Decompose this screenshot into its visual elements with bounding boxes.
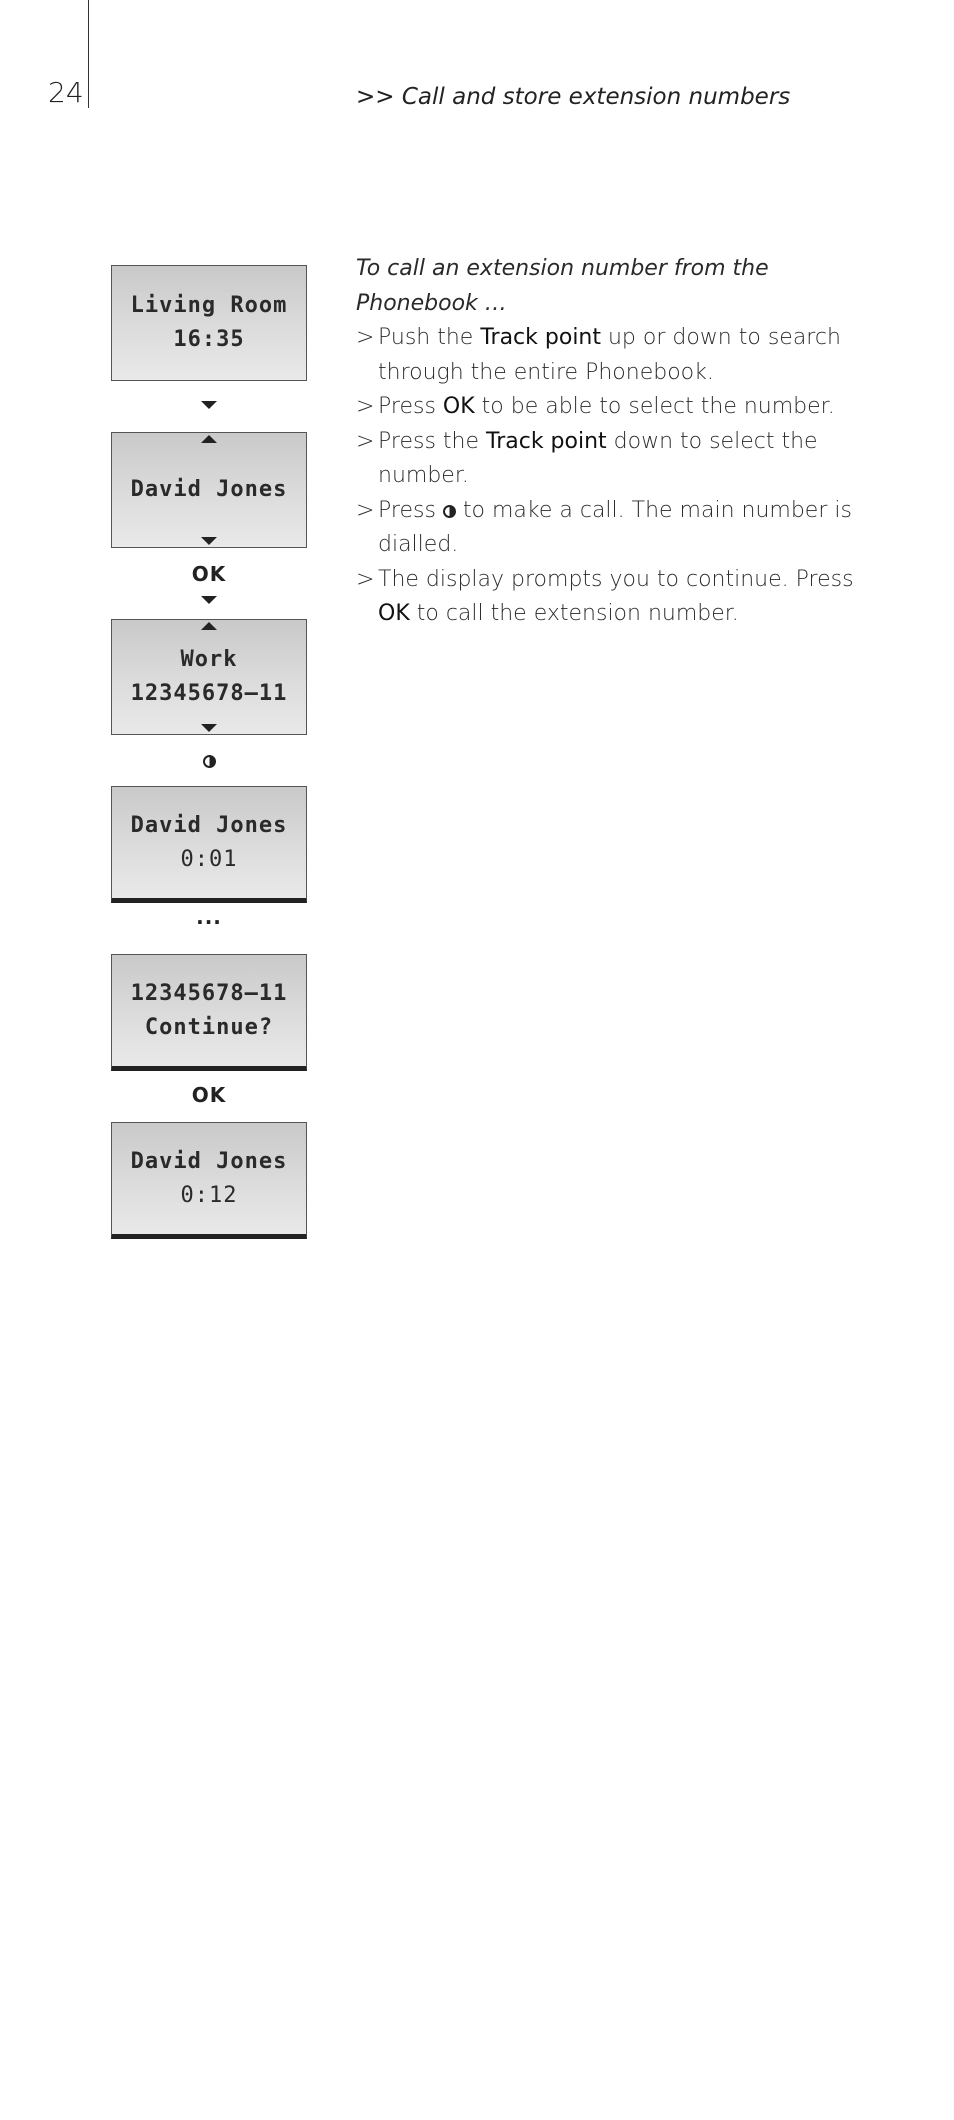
down-triangle-icon	[201, 401, 217, 409]
instructions-intro: To call an extension number from the Phonebook …	[356, 256, 769, 316]
call-connector	[111, 748, 307, 772]
instructions	[356, 252, 876, 632]
step-text: Press the	[378, 428, 486, 454]
display-line: 16:35	[173, 327, 245, 352]
keyword: OK	[378, 601, 410, 626]
display-extension-call	[111, 1122, 307, 1239]
up-triangle-icon	[201, 622, 217, 630]
step-text: Press	[378, 497, 443, 523]
steps-list	[356, 321, 876, 632]
step-item	[356, 425, 876, 494]
ok-connector: OK	[191, 1083, 227, 1107]
display-line: 12345678–11	[130, 681, 288, 706]
display-line: 0:01	[180, 846, 238, 872]
display-line: David Jones	[130, 477, 288, 502]
step-item	[356, 390, 876, 425]
step-text: to be able to select the number.	[474, 394, 835, 419]
call-halfcircle-icon	[443, 505, 456, 518]
call-halfcircle-icon	[203, 755, 216, 768]
display-call-progress	[111, 786, 307, 903]
display-contact	[111, 432, 307, 548]
step-item	[356, 563, 876, 632]
display-line: David Jones	[130, 812, 288, 838]
page-margin-rule	[88, 0, 89, 108]
display-line: 0:12	[180, 1182, 238, 1208]
display-living-room	[111, 265, 307, 381]
step-text: The display prompts you to continue. Press	[378, 566, 854, 592]
step-item	[356, 321, 876, 390]
ok-connector: OK	[191, 562, 227, 586]
step-text: Press	[378, 394, 443, 419]
display-line: Continue?	[144, 1014, 274, 1040]
keyword: Track point	[480, 325, 601, 350]
keyword: Track point	[486, 428, 607, 454]
display-work-number	[111, 619, 307, 735]
page-number: 24	[48, 76, 84, 109]
step-text: up or down to search through the entire Phonebook.	[378, 325, 841, 385]
step-text: to call the extension number.	[409, 601, 739, 626]
display-line: 12345678–11	[130, 980, 288, 1006]
step-item	[356, 494, 876, 563]
display-line: David Jones	[130, 1148, 288, 1174]
display-line: Living Room	[130, 293, 288, 318]
up-triangle-icon	[201, 435, 217, 443]
ellipsis-connector: ...	[196, 905, 222, 929]
down-triangle-icon	[201, 537, 217, 545]
section-header: >> Call and store extension numbers	[356, 84, 791, 110]
step-text: down to select the number.	[378, 428, 818, 488]
down-triangle-icon	[201, 724, 217, 732]
step-text: to make a call. The main number is dialled.	[378, 497, 852, 557]
display-line: Work	[180, 647, 238, 672]
down-triangle-icon	[201, 596, 217, 604]
keyword: OK	[442, 394, 475, 419]
step-text: Push the	[378, 325, 481, 350]
display-continue-prompt	[111, 954, 307, 1071]
